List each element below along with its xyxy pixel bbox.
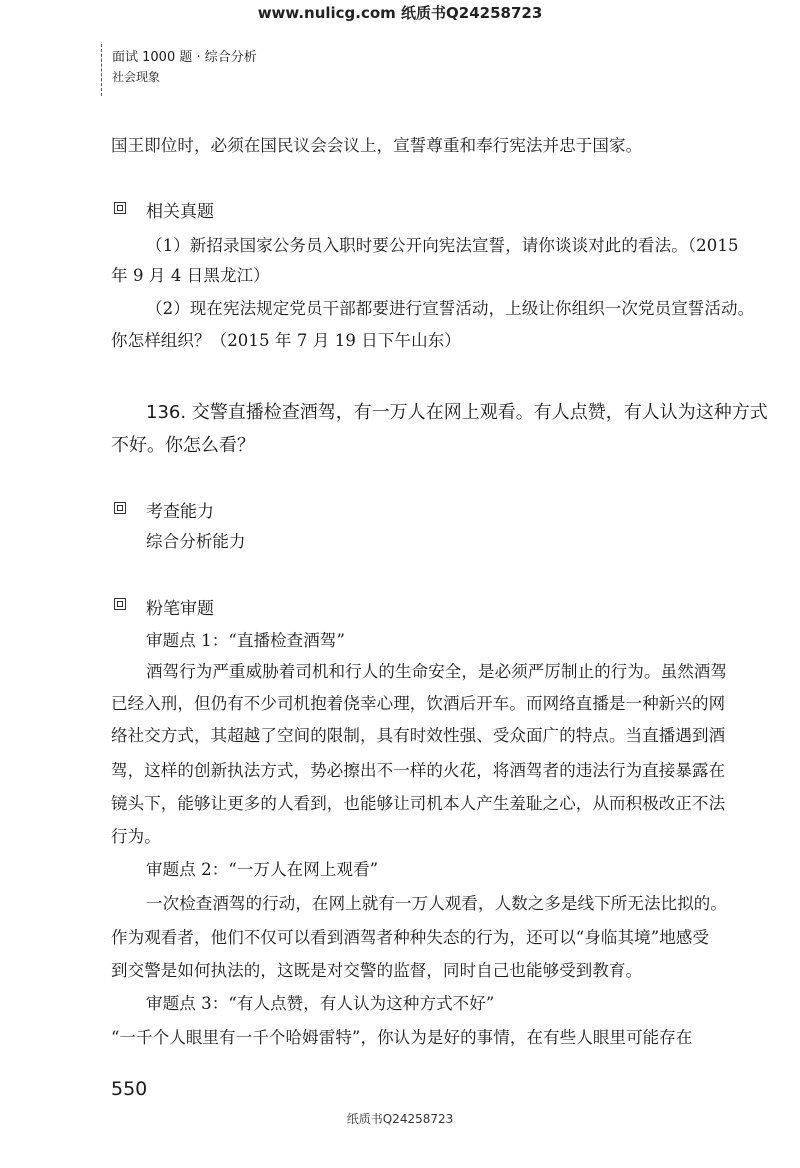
question-title-cont: 不好。你怎么看？	[111, 435, 255, 456]
point-1-line: 驾，这样的创新执法方式，势必擦出不一样的火花，将酒驾者的违法行为直接暴露在	[111, 761, 726, 780]
running-header-title: 面试 1000 题 · 综合分析	[112, 50, 257, 65]
point-1-line: 酒驾行为严重威胁着司机和行人的生命安全，是必须严厉制止的行为。虽然酒驾	[146, 662, 727, 681]
top-watermark: www.nulicg.com 纸质书Q24258723	[257, 4, 543, 22]
question-title: 136. 交警直播检查酒驾，有一万人在网上观看。有人点赞，有人认为这种方式	[146, 402, 768, 423]
point-3-title: 审题点 3：“有人点赞，有人认为这种方式不好”	[146, 994, 495, 1013]
running-header-chapter: 社会现象	[112, 70, 161, 84]
point-2-line: 到交警是如何执法的，这既是对交警的监督，同时自己也能够受到教育。	[111, 961, 643, 980]
point-2-title: 审题点 2：“一万人在网上观看”	[146, 860, 379, 879]
page-number: 550	[111, 1078, 148, 1100]
related-question-2-cont: 你怎样组织？（2015 年 7 月 19 日下午山东）	[111, 331, 461, 350]
point-2-line: 作为观看者，他们不仅可以看到酒驾者种种失态的行为，还可以“身临其境”地感受	[111, 928, 710, 947]
bottom-watermark: 纸质书Q24258723	[346, 1112, 454, 1126]
point-1-line: 行为。	[111, 827, 161, 846]
point-1-line: 络社交方式，其超越了空间的限制，具有时效性强、受众面广的特点。当直播遇到酒	[111, 726, 726, 745]
related-questions-icon	[114, 202, 126, 214]
analysis-heading: 粉笔审题	[146, 599, 214, 619]
related-question-1-cont: 年 9 月 4 日黑龙江）	[111, 266, 270, 285]
point-2-line: 一次检查酒驾的行动，在网上就有一万人观看，人数之多是线下所无法比拟的。	[146, 894, 727, 913]
related-questions-heading: 相关真题	[146, 202, 214, 222]
point-1-line: 已经入刑，但仍有不少司机抱着侥幸心理，饮酒后开车。而网络直播是一种新兴的网	[111, 694, 726, 713]
point-1-line: 镜头下，能够让更多的人看到，也能够让司机本人产生羞耻之心，从而积极改正不法	[111, 794, 726, 813]
related-question-1: （1）新招录国家公务员入职时要公开向宪法宣誓，请你谈谈对此的看法。（2015	[146, 236, 739, 255]
ability-heading: 考查能力	[146, 502, 214, 522]
point-3-line: “一千个人眼里有一千个哈姆雷特”，你认为是好的事情，在有些人眼里可能存在	[111, 1028, 693, 1047]
related-question-2: （2）现在宪法规定党员干部都要进行宣誓活动，上级让你组织一次党员宣誓活动。	[146, 299, 755, 318]
ability-icon	[114, 502, 126, 514]
intro-paragraph: 国王即位时，必须在国民议会会议上，宣誓尊重和奉行宪法并忠于国家。	[111, 136, 643, 155]
ability-content: 综合分析能力	[146, 532, 246, 551]
point-1-title: 审题点 1：“直播检查酒驾”	[146, 631, 346, 650]
analysis-icon	[114, 598, 126, 610]
header-divider	[101, 44, 103, 96]
